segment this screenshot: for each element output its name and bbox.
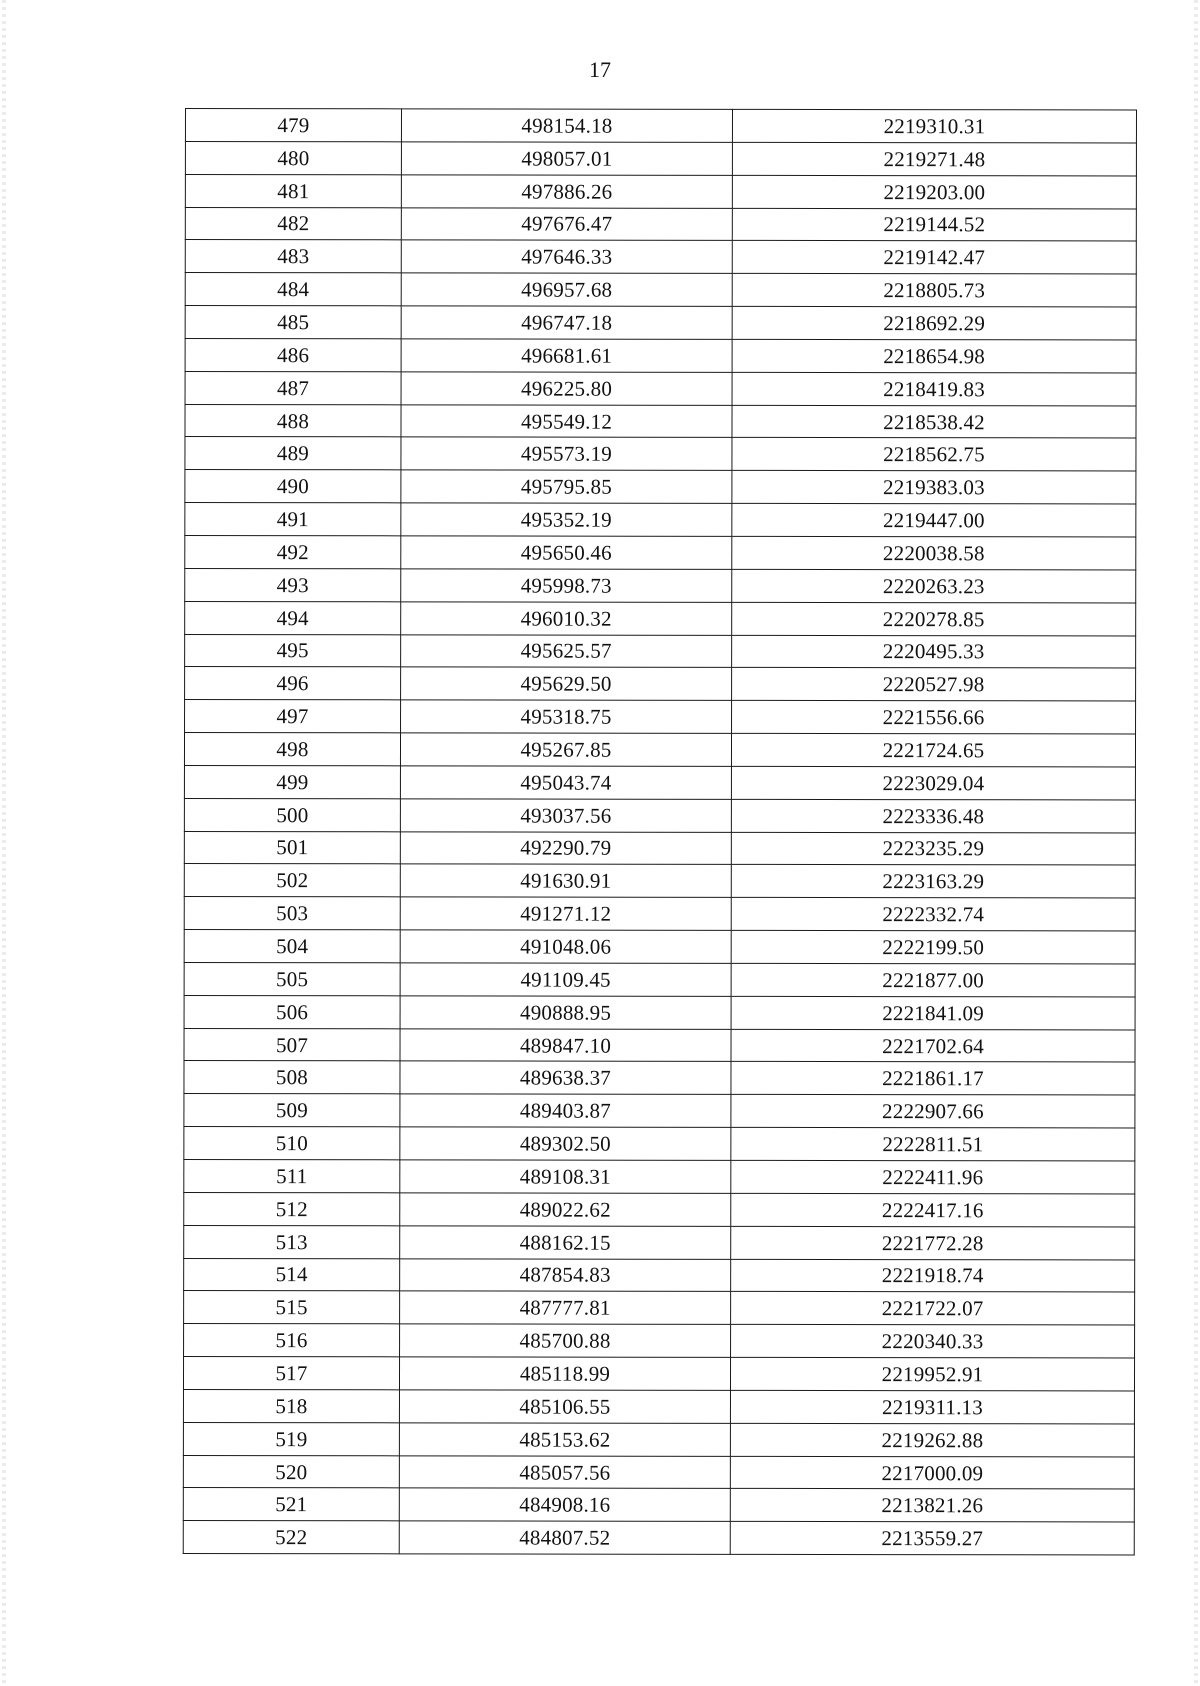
x-coordinate-cell: 493037.56 (400, 799, 731, 832)
point-number-cell: 490 (185, 470, 401, 503)
table-row (185, 371, 1136, 405)
x-coordinate-cell: 485106.55 (399, 1390, 730, 1423)
x-coordinate-cell: 497646.33 (401, 240, 732, 273)
table-row (184, 864, 1135, 898)
point-number-cell: 514 (184, 1258, 400, 1291)
coordinate-table-body (183, 109, 1136, 1556)
point-number-cell: 503 (184, 897, 400, 930)
point-number-cell: 486 (185, 338, 401, 371)
point-number-cell: 512 (184, 1192, 400, 1225)
x-coordinate-cell: 489847.10 (400, 1028, 731, 1061)
x-coordinate-cell: 485700.88 (400, 1324, 731, 1357)
table-row (183, 1357, 1134, 1391)
table-row (185, 141, 1136, 175)
x-coordinate-cell: 495795.85 (401, 470, 732, 503)
y-coordinate-cell: 2221918.74 (731, 1259, 1135, 1292)
y-coordinate-cell: 2219952.91 (730, 1357, 1134, 1390)
point-number-cell: 519 (183, 1422, 399, 1455)
table-row (185, 338, 1136, 372)
x-coordinate-cell: 495043.74 (400, 766, 731, 799)
y-coordinate-cell: 2218562.75 (732, 438, 1136, 471)
y-coordinate-cell: 2219203.00 (732, 175, 1136, 208)
x-coordinate-cell: 495549.12 (401, 404, 732, 437)
table-row (184, 831, 1135, 865)
table-row (184, 1324, 1135, 1358)
x-coordinate-cell: 496225.80 (401, 372, 732, 405)
table-row (183, 1455, 1134, 1489)
point-number-cell: 515 (184, 1291, 400, 1324)
x-coordinate-cell: 489302.50 (400, 1127, 731, 1160)
table-row (184, 765, 1135, 799)
x-coordinate-cell: 495625.57 (401, 634, 732, 667)
point-number-cell: 513 (184, 1225, 400, 1258)
table-row (184, 1291, 1135, 1325)
point-number-cell: 485 (185, 306, 401, 339)
x-coordinate-cell: 495267.85 (400, 733, 731, 766)
x-coordinate-cell: 491109.45 (400, 963, 731, 996)
point-number-cell: 481 (185, 174, 401, 207)
table-row (185, 700, 1136, 734)
point-number-cell: 491 (185, 503, 401, 536)
point-number-cell: 492 (185, 535, 401, 568)
point-number-cell: 509 (184, 1094, 400, 1127)
point-number-cell: 493 (185, 568, 401, 601)
y-coordinate-cell: 2218805.73 (732, 274, 1136, 307)
x-coordinate-cell: 495998.73 (401, 569, 732, 602)
table-row (185, 601, 1136, 635)
y-coordinate-cell: 2219310.31 (732, 109, 1136, 142)
y-coordinate-cell: 2220038.58 (732, 536, 1136, 569)
y-coordinate-cell: 2222332.74 (731, 898, 1135, 931)
x-coordinate-cell: 497886.26 (401, 175, 732, 208)
y-coordinate-cell: 2222199.50 (731, 930, 1135, 963)
table-row (184, 962, 1135, 996)
x-coordinate-cell: 498154.18 (401, 109, 732, 142)
x-coordinate-cell: 492290.79 (400, 831, 731, 864)
y-coordinate-cell: 2223163.29 (731, 865, 1135, 898)
table-row (184, 1225, 1135, 1259)
table-row (185, 109, 1136, 143)
point-number-cell: 510 (184, 1127, 400, 1160)
table-row (184, 1094, 1135, 1128)
y-coordinate-cell: 2221722.07 (731, 1292, 1135, 1325)
point-number-cell: 488 (185, 404, 401, 437)
x-coordinate-cell: 497676.47 (401, 207, 732, 240)
y-coordinate-cell: 2223029.04 (731, 766, 1135, 799)
scan-edge-right (1194, 0, 1198, 1686)
y-coordinate-cell: 2221877.00 (731, 963, 1135, 996)
y-coordinate-cell: 2218692.29 (732, 306, 1136, 339)
table-row (184, 1159, 1135, 1193)
x-coordinate-cell: 489108.31 (400, 1160, 731, 1193)
x-coordinate-cell: 495352.19 (401, 503, 732, 536)
point-number-cell: 482 (185, 207, 401, 240)
y-coordinate-cell: 2219271.48 (732, 142, 1136, 175)
y-coordinate-cell: 2222411.96 (731, 1160, 1135, 1193)
scan-edge-left (2, 0, 6, 1686)
y-coordinate-cell: 2219144.52 (732, 208, 1136, 241)
x-coordinate-cell: 490888.95 (400, 996, 731, 1029)
point-number-cell: 518 (183, 1389, 399, 1422)
point-number-cell: 494 (185, 601, 401, 634)
point-number-cell: 487 (185, 371, 401, 404)
point-number-cell: 496 (185, 667, 401, 700)
table-row (185, 470, 1136, 504)
table-row (185, 207, 1136, 241)
y-coordinate-cell: 2221702.64 (731, 1029, 1135, 1062)
table-row (184, 1028, 1135, 1062)
y-coordinate-cell: 2220278.85 (732, 602, 1136, 635)
table-row (185, 568, 1136, 602)
y-coordinate-cell: 2220340.33 (731, 1325, 1135, 1358)
point-number-cell: 489 (185, 437, 401, 470)
table-row (185, 437, 1136, 471)
y-coordinate-cell: 2217000.09 (730, 1456, 1134, 1489)
table-row (183, 1521, 1134, 1555)
y-coordinate-cell: 2218419.83 (732, 372, 1136, 405)
table-row (184, 1192, 1135, 1226)
x-coordinate-cell: 484908.16 (399, 1488, 730, 1521)
table-row (183, 1422, 1134, 1456)
table-row (184, 1127, 1135, 1161)
x-coordinate-cell: 496957.68 (401, 273, 732, 306)
x-coordinate-cell: 488162.15 (400, 1226, 731, 1259)
point-number-cell: 500 (184, 798, 400, 831)
point-number-cell: 483 (185, 240, 401, 273)
x-coordinate-cell: 496747.18 (401, 306, 732, 339)
x-coordinate-cell: 487777.81 (400, 1291, 731, 1324)
x-coordinate-cell: 485153.62 (399, 1423, 730, 1456)
y-coordinate-cell: 2222907.66 (731, 1095, 1135, 1128)
point-number-cell: 479 (185, 109, 401, 142)
y-coordinate-cell: 2218538.42 (732, 405, 1136, 438)
y-coordinate-cell: 2221724.65 (731, 733, 1135, 766)
y-coordinate-cell: 2213559.27 (730, 1522, 1134, 1555)
y-coordinate-cell: 2221841.09 (731, 996, 1135, 1029)
coordinate-table (183, 108, 1137, 1556)
x-coordinate-cell: 491630.91 (400, 864, 731, 897)
y-coordinate-cell: 2219447.00 (732, 503, 1136, 536)
point-number-cell: 516 (184, 1324, 400, 1357)
x-coordinate-cell: 496010.32 (401, 601, 732, 634)
table-row (184, 897, 1135, 931)
table-row (185, 306, 1136, 340)
table-row (185, 667, 1136, 701)
table-row (184, 930, 1135, 964)
x-coordinate-cell: 484807.52 (399, 1521, 730, 1554)
y-coordinate-cell: 2221556.66 (732, 701, 1136, 734)
y-coordinate-cell: 2220263.23 (732, 569, 1136, 602)
y-coordinate-cell: 2221772.28 (731, 1226, 1135, 1259)
y-coordinate-cell: 2223336.48 (731, 799, 1135, 832)
y-coordinate-cell: 2219383.03 (732, 471, 1136, 504)
table-row (184, 1061, 1135, 1095)
x-coordinate-cell: 495318.75 (401, 700, 732, 733)
x-coordinate-cell: 485118.99 (399, 1357, 730, 1390)
point-number-cell: 511 (184, 1159, 400, 1192)
y-coordinate-cell: 2219262.88 (730, 1423, 1134, 1456)
table-row (185, 535, 1136, 569)
point-number-cell: 480 (185, 141, 401, 174)
x-coordinate-cell: 491048.06 (400, 930, 731, 963)
page-number: 17 (589, 57, 611, 82)
x-coordinate-cell: 489403.87 (400, 1094, 731, 1127)
point-number-cell: 517 (183, 1357, 399, 1390)
point-number-cell: 521 (183, 1488, 399, 1521)
y-coordinate-cell: 2221861.17 (731, 1062, 1135, 1095)
point-number-cell: 501 (184, 831, 400, 864)
table-row (183, 1389, 1134, 1423)
y-coordinate-cell: 2218654.98 (732, 339, 1136, 372)
point-number-cell: 520 (183, 1455, 399, 1488)
point-number-cell: 498 (184, 733, 400, 766)
table-row (185, 634, 1136, 668)
x-coordinate-cell: 489022.62 (400, 1193, 731, 1226)
y-coordinate-cell: 2222417.16 (731, 1193, 1135, 1226)
table-row (185, 404, 1136, 438)
point-number-cell: 497 (185, 700, 401, 733)
table-row (185, 174, 1136, 208)
point-number-cell: 499 (184, 765, 400, 798)
y-coordinate-cell: 2222811.51 (731, 1128, 1135, 1161)
table-row (185, 273, 1136, 307)
y-coordinate-cell: 2219142.47 (732, 241, 1136, 274)
point-number-cell: 484 (185, 273, 401, 306)
table-row (184, 798, 1135, 832)
x-coordinate-cell: 495629.50 (401, 667, 732, 700)
point-number-cell: 507 (184, 1028, 400, 1061)
table-row (184, 995, 1135, 1029)
point-number-cell: 506 (184, 995, 400, 1028)
x-coordinate-cell: 498057.01 (401, 142, 732, 175)
table-row (183, 1488, 1134, 1522)
table-row (185, 503, 1136, 537)
y-coordinate-cell: 2219311.13 (730, 1390, 1134, 1423)
table-row (184, 1258, 1135, 1292)
x-coordinate-cell: 485057.56 (399, 1455, 730, 1488)
y-coordinate-cell: 2220527.98 (732, 668, 1136, 701)
x-coordinate-cell: 487854.83 (400, 1258, 731, 1291)
x-coordinate-cell: 491271.12 (400, 897, 731, 930)
table-row (185, 240, 1136, 274)
point-number-cell: 505 (184, 962, 400, 995)
point-number-cell: 504 (184, 930, 400, 963)
point-number-cell: 495 (185, 634, 401, 667)
x-coordinate-cell: 495650.46 (401, 536, 732, 569)
x-coordinate-cell: 489638.37 (400, 1061, 731, 1094)
table-row (184, 733, 1135, 767)
y-coordinate-cell: 2220495.33 (732, 635, 1136, 668)
x-coordinate-cell: 496681.61 (401, 339, 732, 372)
point-number-cell: 502 (184, 864, 400, 897)
point-number-cell: 508 (184, 1061, 400, 1094)
y-coordinate-cell: 2213821.26 (730, 1489, 1134, 1522)
x-coordinate-cell: 495573.19 (401, 437, 732, 470)
point-number-cell: 522 (183, 1521, 399, 1554)
y-coordinate-cell: 2223235.29 (731, 832, 1135, 865)
